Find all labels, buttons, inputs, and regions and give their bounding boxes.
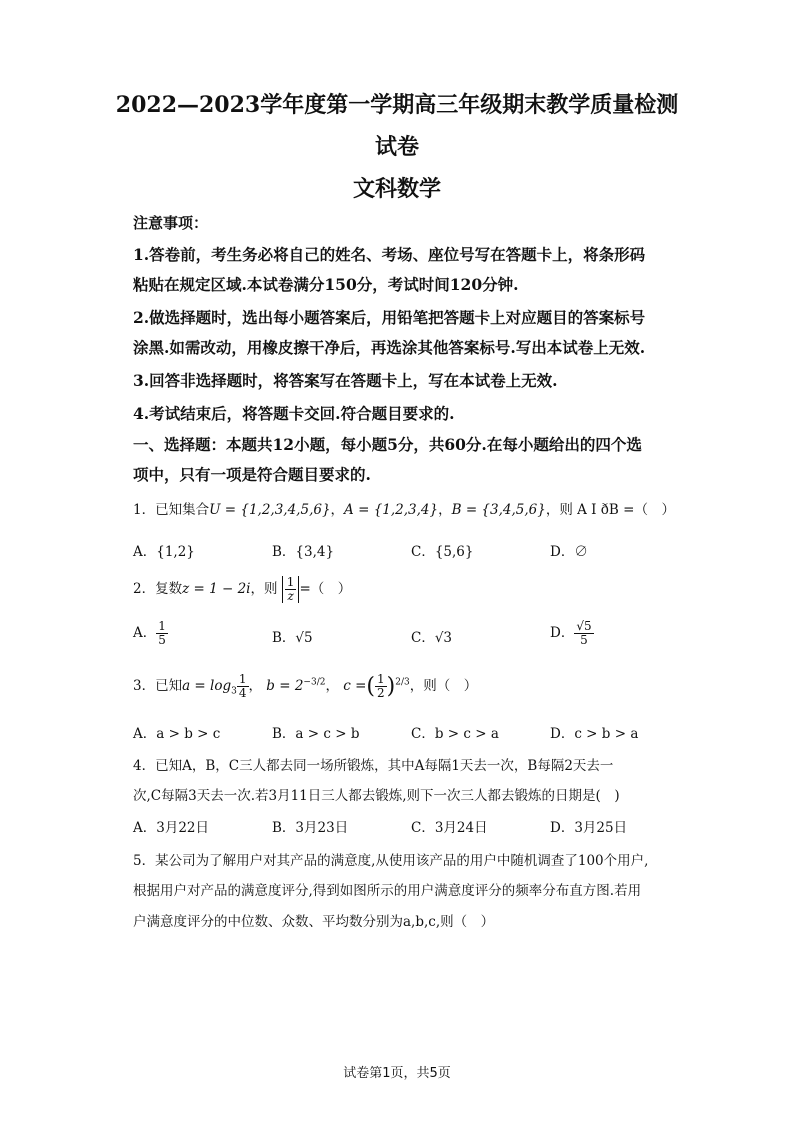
- q3-b-expr: b = 2: [266, 678, 304, 694]
- section-heading-cont: 项中，只有一项是符合题目要求的.: [133, 465, 371, 484]
- q4-option-b: B．3月23日: [272, 820, 349, 836]
- notice-line: 粘贴在规定区域.本试卷满分150分，考试时间120分钟.: [133, 275, 519, 294]
- q3-prefix: 3．已知: [133, 678, 183, 694]
- section-heading: 一、选择题：本题共12小题，每小题5分，共60分.在每小题给出的四个选: [133, 435, 642, 454]
- q3-option-d: D．c > b > a: [550, 726, 639, 742]
- question-3: 3．已知$a = \log_3$ $\frac{1}{4}$ ， $b = 2^{-3/2}$， c =( $\frac{1}{2}$ )$^{2/3}$，则（ ）: [133, 672, 478, 700]
- question-4: 4．已知A，B，C三人都去同一场所锻炼，其中A每隔1天去一次，B每隔2天去一: [133, 758, 614, 774]
- q1-option-c: C．{5,6}: [411, 544, 474, 560]
- notice-heading: 注意事项：: [133, 214, 209, 232]
- q4-option-a: A．3月22日: [133, 820, 210, 836]
- q1-option-a: A．{1,2}: [133, 544, 195, 560]
- q3-option-c: C．b > c > a: [411, 726, 499, 742]
- notice-line: 涂黑.如需改动，用橡皮擦干净后，再选涂其他答案标号.写出本试卷上无效.: [133, 338, 646, 357]
- question-2: [133, 576, 351, 603]
- q3-c-expr: c =: [343, 678, 367, 694]
- q1-option-d: D．∅: [550, 544, 588, 560]
- q2-abs-fraction: $\frac{1}{z}$: [282, 576, 300, 603]
- question-4-cont: 次,C每隔3天去一次.若3月11日三人都去锻炼,则下一次三人都去锻炼的日期是( ): [133, 788, 620, 804]
- page-footer: 试卷第1页，共5页: [343, 1066, 451, 1081]
- q1-set-a: A = {1,2,3,4}: [344, 502, 439, 518]
- q2-option-b: B．√5: [272, 630, 313, 646]
- q4-option-c: C．3月24日: [411, 820, 488, 836]
- q3-a-expr: a = log: [182, 678, 232, 694]
- q4-option-d: D．3月25日: [550, 820, 628, 836]
- q2-ask: =（ ）: [299, 581, 352, 597]
- q2-mid: ，则: [250, 581, 278, 597]
- question-5-cont: 根据用户对产品的满意度评分,得到如图所示的用户满意度评分的频率分布直方图.若用: [133, 883, 642, 899]
- q3-c-exponent: 2/3: [395, 677, 410, 688]
- q1-prefix: 1．已知集合: [133, 502, 210, 518]
- q2-option-a: A． $\frac{1}{5}$: [133, 619, 166, 647]
- notice-line: 1.答卷前，考生务必将自己的姓名、考场、座位号写在答题卡上，将条形码: [133, 245, 646, 264]
- notice-line: 4.考试结束后，将答题卡交回.符合题目要求的.: [133, 404, 455, 423]
- question-5: 5．某公司为了解用户对其产品的满意度,从使用该产品的用户中随机调查了100个用户,: [133, 853, 649, 869]
- q2-option-c: C．√3: [411, 630, 453, 646]
- question-1: 1．已知集合U = {1,2,3,4,5,6}，A = {1,2,3,4}，B = {3,4,5,6}，则 A I ðB =（ ）: [133, 502, 675, 518]
- question-5-cont: 户满意度评分的中位数、众数、平均数分别为a,b,c,则（ ）: [133, 914, 495, 930]
- q1-set-b: B = {3,4,5,6}: [451, 502, 546, 518]
- exam-title: 2022—2023学年度第一学期高三年级期末教学质量检测: [115, 92, 679, 118]
- q3-option-a: A．a > b > c: [133, 726, 221, 742]
- q2-expr: z = 1 − 2i: [182, 581, 251, 597]
- q2-prefix: 2．复数: [133, 581, 183, 597]
- q1-set-u: U = {1,2,3,4,5,6}: [209, 502, 331, 518]
- notice-line: 3.回答非选择题时，将答案写在答题卡上，写在本试卷上无效.: [133, 371, 558, 390]
- exam-subject: 文科数学: [352, 176, 441, 202]
- q1-option-b: B．{3,4}: [272, 544, 335, 560]
- notice-line: 2.做选择题时，选出每小题答案后，用铅笔把答题卡上对应题目的答案标号: [133, 308, 646, 327]
- q3-option-b: B．a > c > b: [272, 726, 360, 742]
- q1-ask: ，则 A I ðB =（ ）: [545, 502, 675, 518]
- q3-ask: ，则（ ）: [409, 678, 478, 694]
- q3-b-exponent: −3/2: [303, 677, 326, 688]
- q2-option-d: D． $\frac{√5}{5}$: [550, 619, 592, 647]
- exam-title-suffix: 试卷: [374, 134, 419, 160]
